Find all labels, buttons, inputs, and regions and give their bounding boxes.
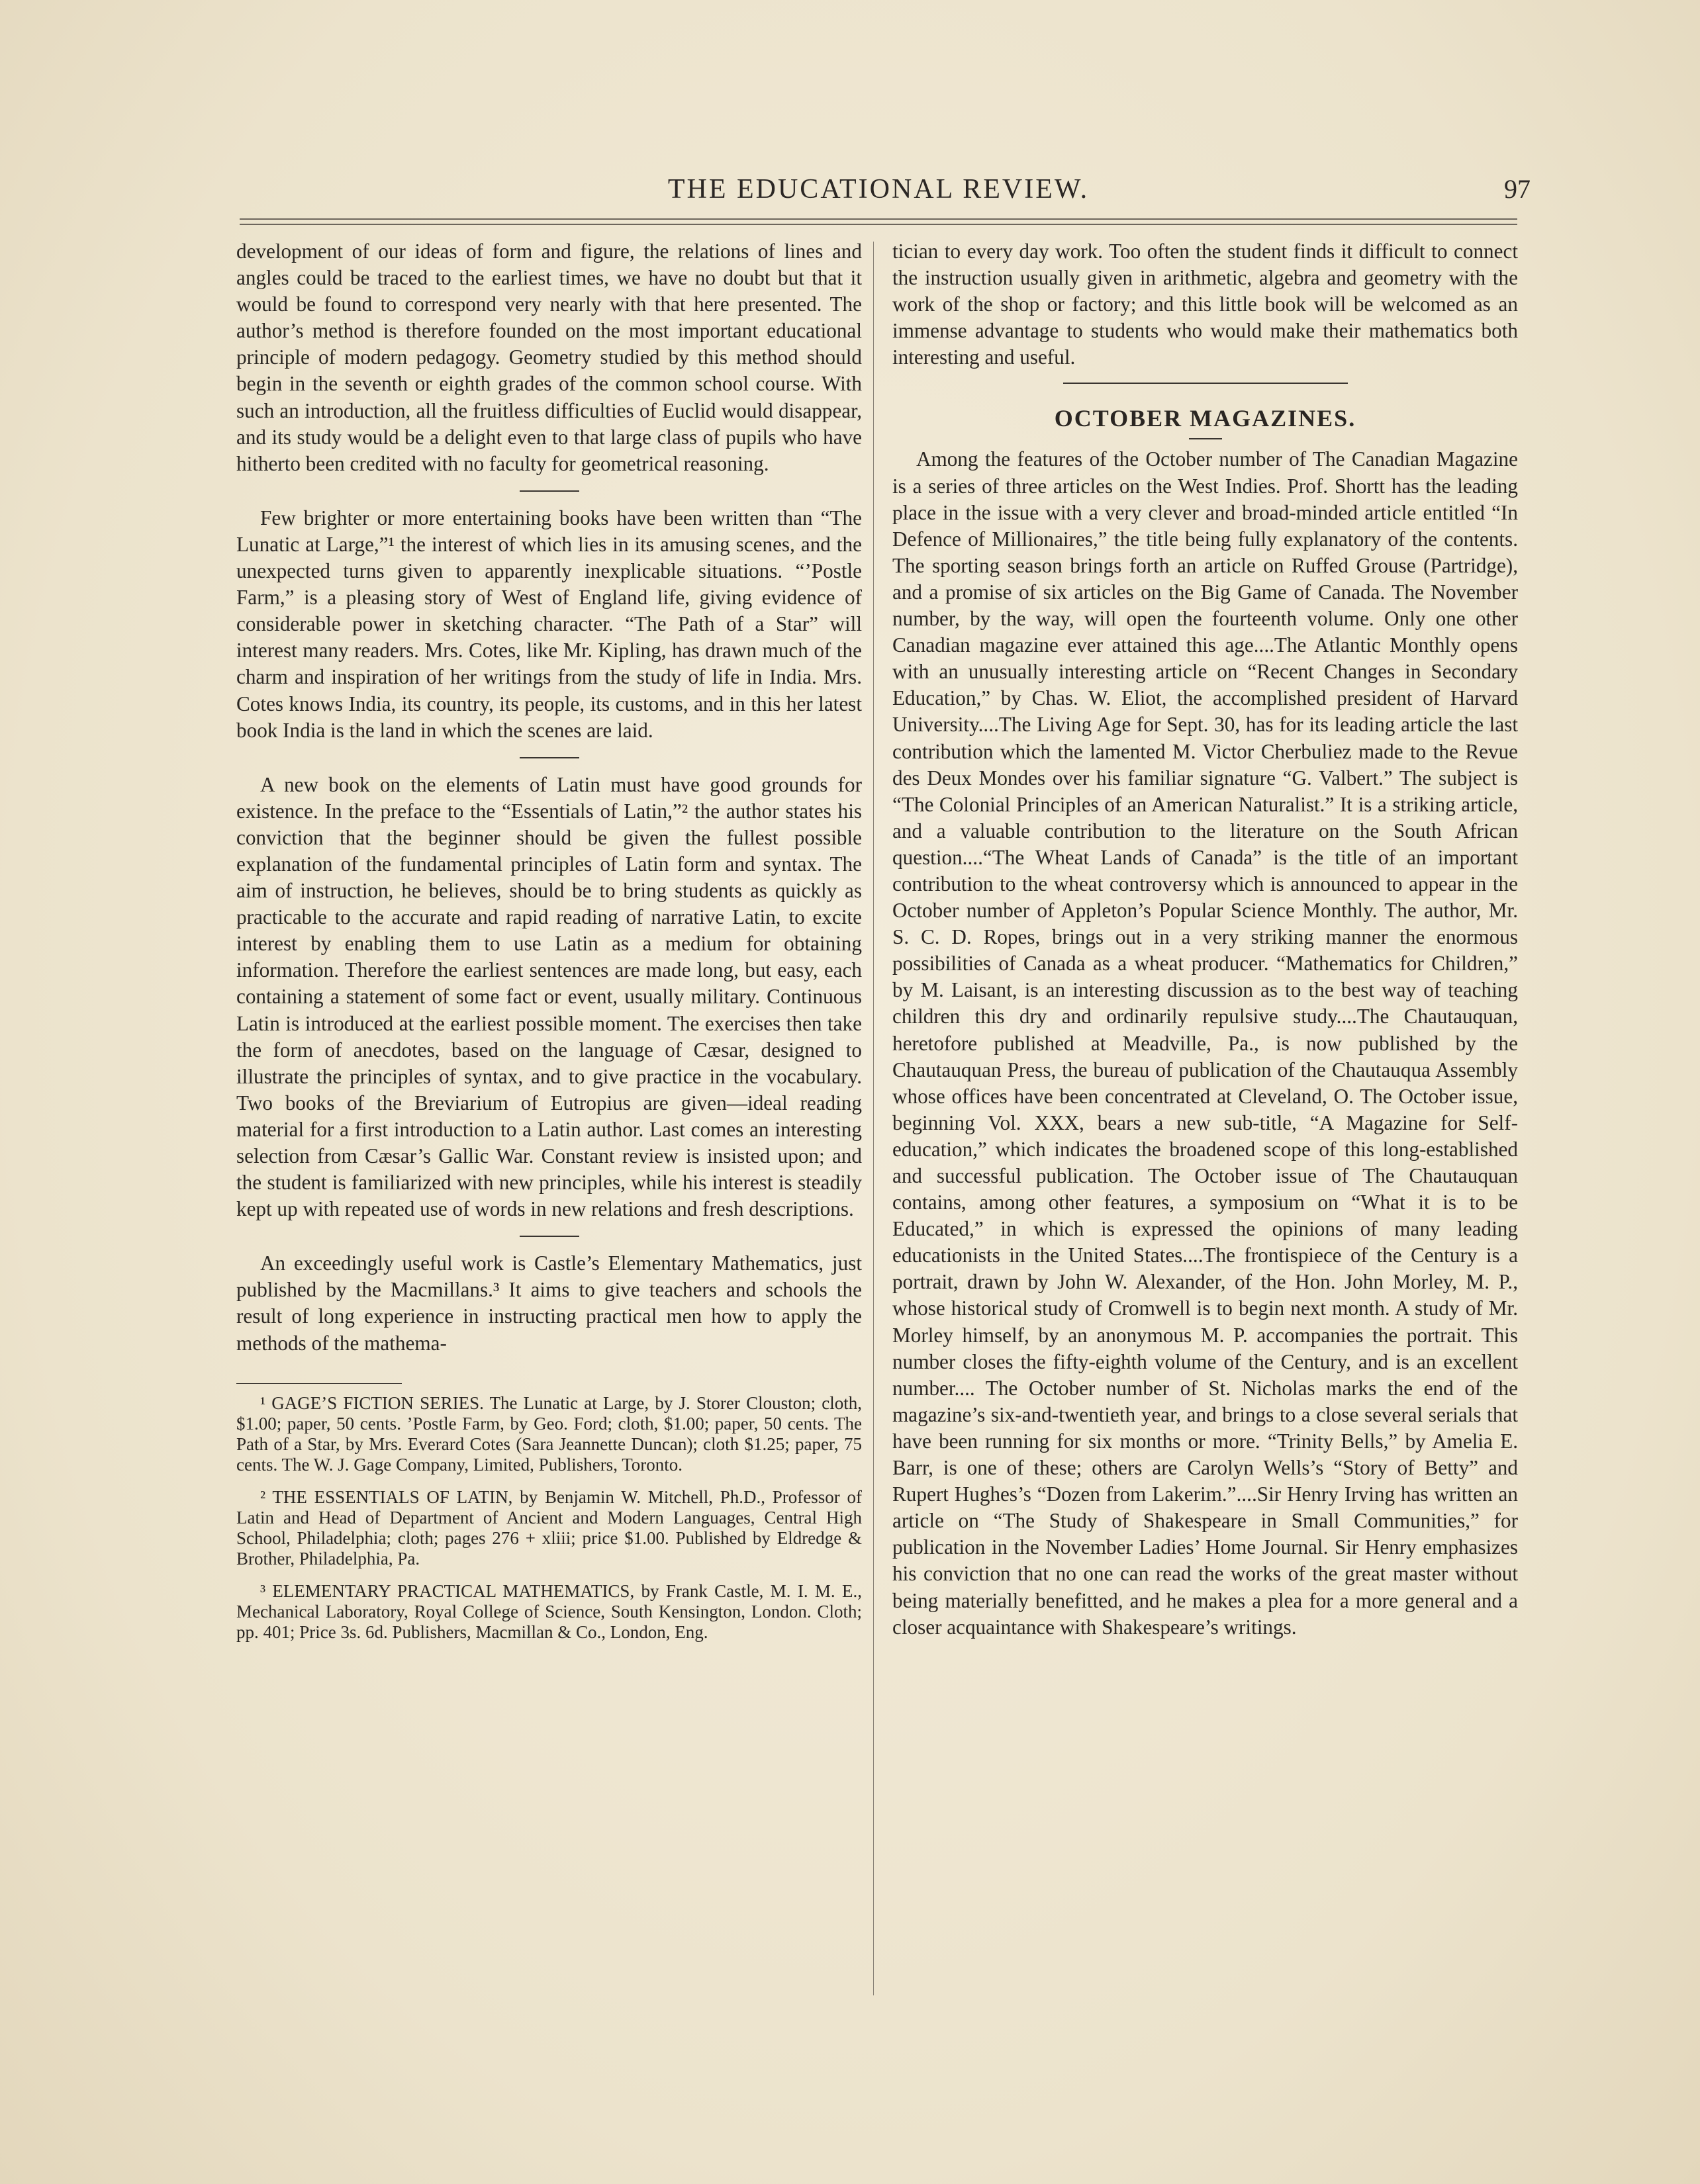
section-separator	[1063, 383, 1348, 384]
page-number: 97	[1504, 174, 1531, 204]
footnote-1: ¹ GAGE’S FICTION SERIES. The Lunatic at Large, by J. Storer Clouston; cloth, $1.00; paper, 50 cents. ’Postle Farm, by Geo. Ford; cloth, $1.00; paper, 50 cents. The Path of a Star, by Mrs. Everard Cotes (Sara Jeannette Duncan); cloth $1.25; paper, 75 cents. The W. J. Gage Company, Limited, Publishers, Toronto.	[236, 1392, 862, 1475]
header-double-rule	[240, 218, 1517, 225]
page-header	[226, 173, 1531, 213]
october-magazines-heading: OCTOBER MAGAZINES.	[1054, 405, 1356, 432]
october-magazines-body: Among the features of the October number of The Canadian Magazine is a series of three articles on the West Indies. Prof. Shortt has the leading place in the issue with a very clever and broad-minded article entitled “In Defence of Millionaires,” the title being fully explanatory of the contents. The sporting season brings forth an article on Ruffed Grouse (Partridge), and a promise of six articles on the Big Game of Canada. The November number, by the way, will open the fourteenth volume. Only one other Canadian magazine ever attained this age....The Atlantic Monthly opens with an unusually interesting article on “Recent Changes in Secondary Education,” by Chas. W. Eliot, the accomplished president of Harvard University....The Living Age for Sept. 30, has for its leading article the last contribution which the lamented M. Victor Cherbuliez made to the Revue des Deux Mondes over his familiar signature “G. Valbert.” The subject is “The Colonial Principles of an American Naturalist.” It is a striking article, and a valuable contribution to the literature on the South African question....“The Wheat Lands of Canada” is the title of an important contribution to the wheat controversy which is announced to appear in the October number of Appleton’s Popular Science Monthly. The author, Mr. S. C. D. Ropes, brings out in a very striking manner the enormous possibilities of Canada as a wheat producer. “Mathematics for Children,” by M. Laisant, is an interesting discussion as to the best way of teaching children this dry and ordinarily repulsive study....The Chautauquan, heretofore published at Meadville, Pa., is now published by the Chautauquan Press, the bureau of publication of the Chautauqua Assembly whose offices have been concentrated at Cleveland, O. The October issue, beginning Vol. XXX, bears a new sub-title, “A Magazine for Self-education,” which indicates the broadened scope of this long-established and successful publication. The October issue of The Chautauquan contains, among other features, a symposium on “What it is to be Educated,” in which is expressed the opinions of many leading educationists in the United States....The frontispiece of the Century is a portrait, drawn by John W. Alexander, of the Hon. John Morley, M. P., whose historical study of Cromwell is to begin next month. A study of Mr. Morley himself, by an anonymous M. P. accompanies the portrait. This number closes the fifty-eighth volume of the Century, and is an excellent number.... The October number of St. Nicholas marks the end of the magazine’s six-and-twentieth year, and brings to a close several serials that have been running for six months or more. “Trinity Bells,” by Amelia E. Barr, is one of these; others are Carolyn Wells’s “Story of Betty” and Rupert Hughes’s “Dozen from Lakerim.”....Sir Henry Irving has written an article on “The Study of Shakespeare in Small Communities,” for publication in the November Ladies’ Home Journal. Sir Henry emphasizes his conviction that no one can read the works of the great master without being materially benefitted, and he makes a plea for a more general and a closer acquaintance with Shakespeare’s writings.	[892, 447, 1518, 1639]
essentials-of-latin-review: A new book on the elements of Latin must have good grounds for existence. In the preface to the “Essentials of Latin,”² the author states his conviction that the beginner should be given the fullest possible explanation of the fundamental principles of Latin form and syntax. The aim of instruction, he believes, should be to bring students as quickly as practicable to the accurate and rapid reading of narrative Latin, to excite interest by enabling them to use Latin as a medium for obtaining information. Therefore the earliest sentences are made long, but easy, each containing a statement of some fact or event, usually military. Continuous Latin is introduced at the earliest possible moment. The exercises then take the form of anecdotes, based on the language of Cæsar, designed to illustrate the principles of syntax, and to give practice in the vocabulary. Two books of the Breviarium of Eutropius are given—ideal reading material for a first introduction to a Latin author. Last comes an interesting selection from Cæsar’s Gallic War. Constant review is insisted upon; and the student is familiarized with new principles, while his interest is steadily kept up with repeated use of words in new relations and fresh descriptions.	[236, 772, 862, 1221]
heading-underline	[1189, 438, 1222, 439]
gage-fiction-review: Few brighter or more entertaining books have been written than “The Lunatic at Large,”¹ the interest of which lies in its amusing scenes, and the unexpected turns given to apparently inexplicable situations. “’Postle Farm,” is a pleasing story of West of England life, giving evidence of considerable power in sketching character. “The Path of a Star” will interest many readers. Mrs. Cotes, like Mr. Kipling, has drawn much of the charm and inspiration of her writings from the study of life in India. Mrs. Cotes knows India, its country, its people, its customs, and in this her latest book India is the land in which the scenes are laid.	[236, 506, 862, 742]
left-column	[236, 238, 862, 1655]
elementary-mathematics-review: An exceedingly useful work is Castle’s Elementary Mathematics, just published by the Macmillans.³ It aims to give teachers and schools the result of long experience in instructing practical men how to apply the methods of the mathema-	[236, 1251, 862, 1355]
footnote-rule	[236, 1383, 402, 1384]
right-column	[892, 238, 1518, 1641]
footnote-2: ² THE ESSENTIALS OF LATIN, by Benjamin W. Mitchell, Ph.D., Professor of Latin and Head of Department of Ancient and Modern Languages, Central High School, Philadelphia; cloth; pages 276 + xliii; price $1.00. Published by Eldredge & Brother, Philadelphia, Pa.	[236, 1486, 862, 1569]
section-separator	[520, 757, 579, 758]
geometry-review-continued: development of our ideas of form and figure, the relations of lines and angles could be traced to the earliest times, we have no doubt but that it would be found to correspond very nearly with that here presented. The author’s method is therefore founded on the most important educational principle of modern pedagogy. Geometry studied by this method should begin in the seventh or eighth grades of the common school course. With such an introduction, all the fruitless difficulties of Euclid would disappear, and its study would be a delight even to that large class of pupils who have hitherto been credited with no faculty for geometrical reasoning.	[236, 240, 862, 475]
running-title: THE EDUCATIONAL REVIEW.	[667, 174, 1090, 205]
footnote-3: ³ ELEMENTARY PRACTICAL MATHEMATICS, by Frank Castle, M. I. M. E., Mechanical Laboratory, Royal College of Science, South Kensington, London. Cloth; pp. 401; Price 3s. 6d. Publishers, Macmillan & Co., London, Eng.	[236, 1580, 862, 1642]
section-separator	[520, 490, 579, 492]
mathematics-review-continued: tician to every day work. Too often the student finds it difficult to connect the instruction usually given in arithmetic, algebra and geometry with the work of the shop or factory; and this little book will be welcomed as an immense advantage to students who would make their mathematics both interesting and useful.	[892, 240, 1518, 369]
section-separator	[520, 1236, 579, 1237]
column-divider	[873, 242, 874, 1995]
